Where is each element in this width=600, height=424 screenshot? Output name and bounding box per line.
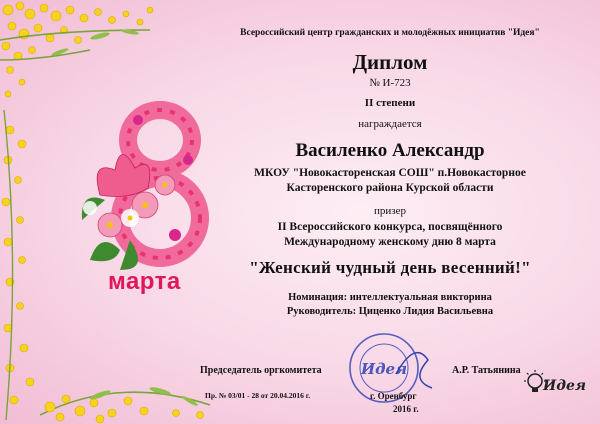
awarded-label: награждается <box>358 118 422 130</box>
contest-line-2: Международному женскому дню 8 марта <box>284 236 496 248</box>
nomination: Номинация: интеллектуальная викторина <box>288 292 492 303</box>
mimosa-bottom-decoration <box>40 355 220 424</box>
stamp-text: Идея <box>360 360 408 378</box>
city: г. Оренбург <box>370 391 417 401</box>
diploma-degree: II степени <box>364 97 416 109</box>
school-line-2: Касторенского района Курской области <box>286 182 494 194</box>
winner-label: призер <box>373 205 406 217</box>
organization-name: Всероссийский центр гражданских и молодёжных инициатив "Идея" <box>240 28 540 38</box>
school-line-1: МКОУ "Новокасторенская СОШ" п.Новокасторное <box>254 167 526 179</box>
order-number: Пр. № 03/01 - 28 от 20.04.2016 г. <box>205 391 311 400</box>
school-info <box>200 166 580 196</box>
contest-line-1: II Всероссийского конкурса, посвящённого <box>277 221 503 233</box>
year: 2016 г. <box>393 404 419 414</box>
contest-name: "Женский чудный день весенний!" <box>249 258 531 277</box>
brand-logo: Идея <box>543 378 587 394</box>
chair-label: Председатель оргкомитета <box>200 365 322 376</box>
eight-flowers-illustration <box>60 100 220 275</box>
chair-name: А.Р. Татьянина <box>452 365 521 376</box>
march-caption: марта <box>108 268 181 295</box>
recipient-name: Василенко Александр <box>295 140 485 161</box>
contest-description <box>200 220 580 250</box>
supervisor: Руководитель: Циценко Лидия Васильевна <box>286 306 494 317</box>
diploma-number: № И-723 <box>369 77 411 89</box>
diploma-title: Диплом <box>352 50 428 74</box>
